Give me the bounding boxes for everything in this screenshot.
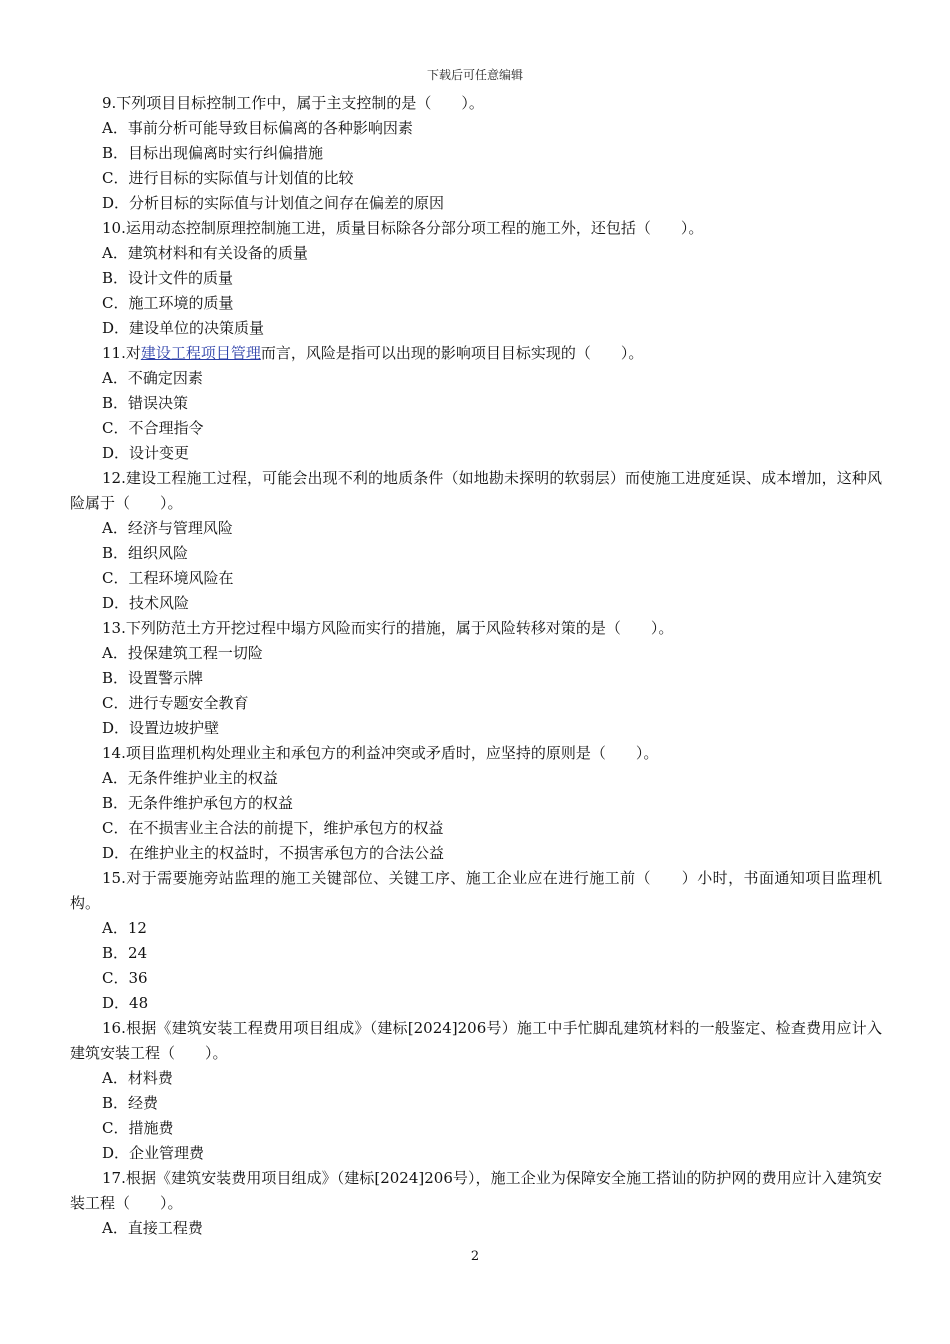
option-d: D．建设单位的决策质量 [102,319,265,337]
option-a: A．12 [102,919,147,937]
option-a: A．不确定因素 [102,369,203,387]
option-b: B．24 [102,944,148,962]
option-c: C．工程环境风险在 [102,569,234,587]
page-header: 下载后可任意编辑 [426,68,523,82]
page-number: 2 [470,1249,480,1264]
option-a: A．事前分析可能导致目标偏离的各种影响因素 [102,119,413,137]
option-b: B．设计文件的质量 [102,269,234,287]
option-c: C．在不损害业主合法的前提下，维护承包方的权益 [102,819,444,837]
option-b: B．错误决策 [102,394,189,412]
question-16: 16.根据《建筑安装工程费用项目组成》（建标[2024]206号）施工中手忙脚乱建筑材料的一般鉴定、检查费用应计入建筑安装工程（ ）。 [70,1019,882,1062]
question-11 [70,341,882,366]
question-text: 11.对 [102,344,141,362]
option-b: B．设置警示牌 [102,669,204,687]
option-c: C．进行目标的实际值与计划值的比较 [102,169,354,187]
option-d: D．企业管理费 [102,1144,205,1162]
option-a: A．直接工程费 [102,1219,203,1237]
option-c: C．36 [102,969,148,987]
option-d: D．分析目标的实际值与计划值之间存在偏差的原因 [102,194,445,212]
option-a: A．材料费 [102,1069,173,1087]
option-c: C．不合理指令 [102,419,204,437]
option-a: A．经济与管理风险 [102,519,233,537]
option-b: B．经费 [102,1094,159,1112]
option-a: A．投保建筑工程一切险 [102,644,263,662]
project-management-link[interactable]: 建设工程项目管理 [140,344,261,362]
question-9: 9.下列项目目标控制工作中，属于主支控制的是（ ）。 [102,94,484,112]
option-d: D．48 [102,994,149,1012]
option-d: D．设置边坡护壁 [102,719,220,737]
option-a: A．建筑材料和有关设备的质量 [102,244,308,262]
question-17: 17.根据《建筑安装费用项目组成》（建标[2024]206号），施工企业为保障安全施工搭讪的防护网的费用应计入建筑安装工程（ ）。 [70,1169,882,1212]
question-10: 10.运用动态控制原理控制施工进，质量目标除各分部分项工程的施工外，还包括（ ）。 [102,219,704,237]
option-d: D．在维护业主的权益时，不损害承包方的合法公益 [102,844,445,862]
question-12: 12.建设工程施工过程，可能会出现不利的地质条件（如地勘未探明的软弱层）而使施工进度延误、成本增加，这种风险属于（ ）。 [70,469,882,512]
option-a: A．无条件维护业主的权益 [102,769,278,787]
option-c: C．措施费 [102,1119,174,1137]
question-13: 13.下列防范土方开挖过程中塌方风险而实行的措施，属于风险转移对策的是（ ）。 [102,619,674,637]
option-d: D．技术风险 [102,594,190,612]
option-b: B．目标出现偏离时实行纠偏措施 [102,144,324,162]
option-b: B．无条件维护承包方的权益 [102,794,294,812]
question-14: 14.项目监理机构处理业主和承包方的利益冲突或矛盾时，应坚持的原则是（ ）。 [102,744,659,762]
question-text: 而言，风险是指可以出现的影响项目目标实现的（ ）。 [260,344,644,362]
option-b: B．组织风险 [102,544,189,562]
option-c: C．施工环境的质量 [102,294,234,312]
option-d: D．设计变更 [102,444,190,462]
question-15: 15.对于需要施旁站监理的施工关键部位、关键工序、施工企业应在进行施工前（ ）小时，书面通知项目监理机构。 [70,869,882,912]
document-body [70,91,882,1241]
option-c: C．进行专题安全教育 [102,694,249,712]
